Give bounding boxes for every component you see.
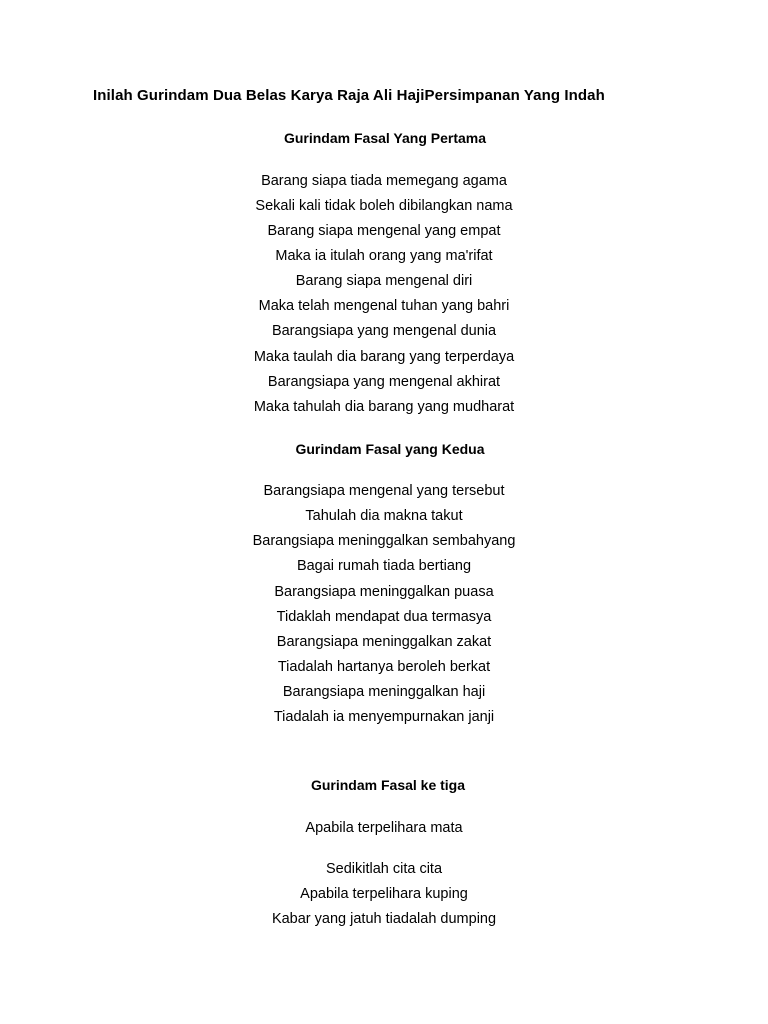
section-heading-2: Gurindam Fasal yang Kedua: [295, 441, 485, 457]
verse-line: Maka telah mengenal tuhan yang bahri: [258, 298, 510, 314]
verse-line: Barangsiapa yang mengenal dunia: [271, 323, 497, 339]
verse-line: Kabar yang jatuh tiadalah dumping: [271, 911, 497, 927]
verse-line: Maka taulah dia barang yang terperdaya: [253, 349, 515, 365]
verse-line: Barang siapa tiada memegang agama: [261, 173, 507, 189]
verse-line: Barangsiapa meninggalkan zakat: [276, 634, 492, 650]
verse-line: Maka tahulah dia barang yang mudharat: [253, 399, 515, 415]
verse-line: Bagai rumah tiada bertiang: [296, 558, 472, 574]
document-title: Inilah Gurindam Dua Belas Karya Raja Ali HajiPersimpanan Yang Indah: [93, 87, 605, 104]
verse-line: Tidaklah mendapat dua termasya: [276, 609, 492, 625]
verse-line: Barangsiapa mengenal yang tersebut: [263, 483, 505, 499]
verse-line: Sedikitlah cita cita: [325, 861, 443, 877]
section-heading-3: Gurindam Fasal ke tiga: [310, 777, 466, 793]
verse-line: Barangsiapa meninggalkan haji: [282, 684, 486, 700]
verse-line: Maka ia itulah orang yang ma'rifat: [275, 248, 493, 264]
verse-line: Barang siapa mengenal yang empat: [267, 223, 501, 239]
verse-line: Tiadalah hartanya beroleh berkat: [277, 659, 491, 675]
verse-line: Barangsiapa meninggalkan sembahyang: [252, 533, 516, 549]
verse-line: Apabila terpelihara mata: [305, 820, 463, 836]
verse-line: Barang siapa mengenal diri: [295, 273, 473, 289]
verse-line: Barangsiapa meninggalkan puasa: [274, 584, 494, 600]
section-heading-1: Gurindam Fasal Yang Pertama: [283, 130, 487, 146]
verse-line: Barangsiapa yang mengenal akhirat: [267, 374, 501, 390]
verse-line: Tahulah dia makna takut: [305, 508, 463, 524]
verse-line: Sekali kali tidak boleh dibilangkan nama: [255, 198, 513, 214]
verse-line: Apabila terpelihara kuping: [300, 886, 468, 902]
verse-line: Tiadalah ia menyempurnakan janji: [273, 709, 495, 725]
